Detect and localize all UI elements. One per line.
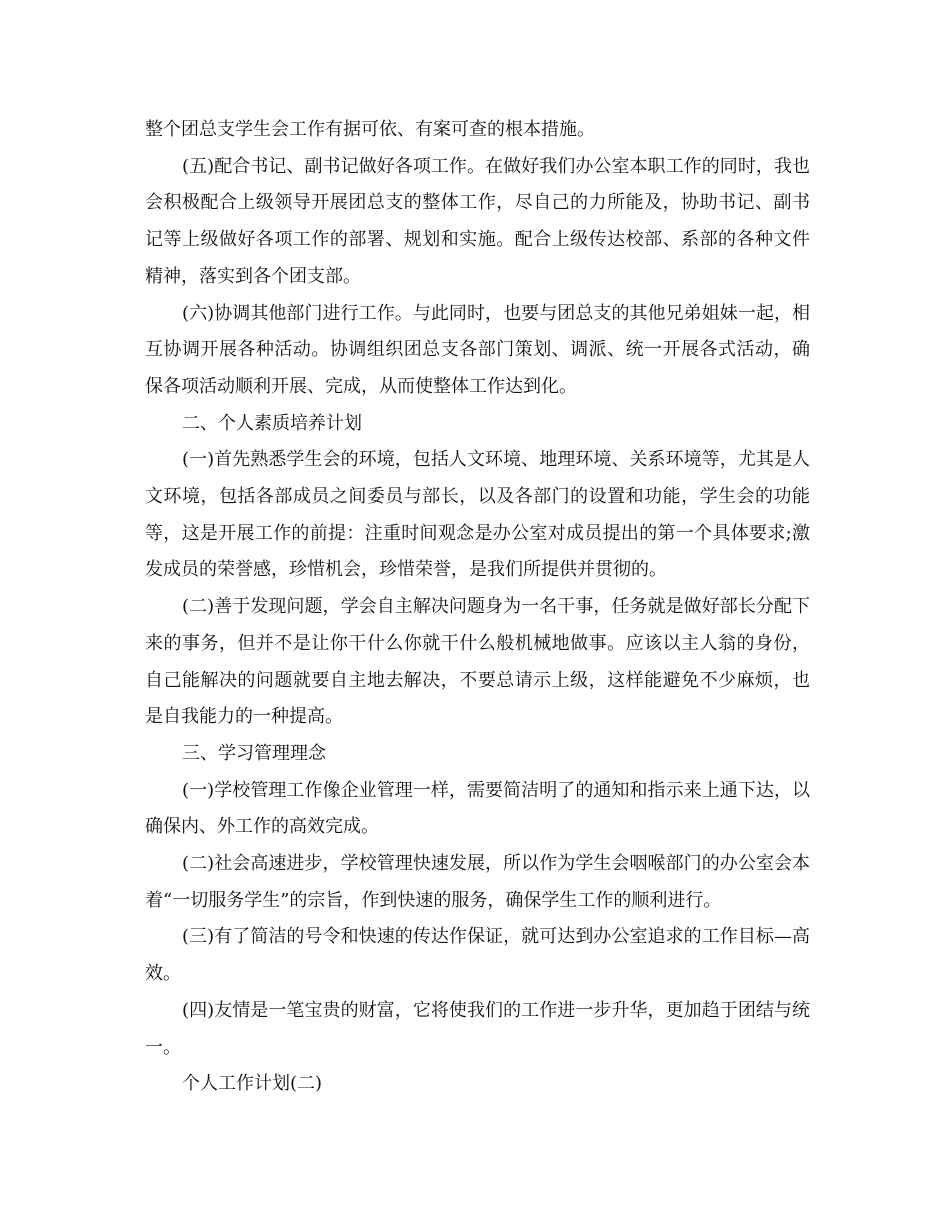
paragraph: (四)友情是一笔宝贵的财富，它将使我们的工作进一步升华，更加趋于团结与统一。 bbox=[145, 999, 810, 1058]
section-title: 个人工作计划(二) bbox=[182, 1073, 323, 1095]
paragraph: (六)协调其他部门进行工作。与此同时，也要与团总支的其他兄弟姐妹一起，相互协调开展各种活动。协调组织团总支各部门策划、调派、统一开展各式活动，确保各项活动顺利开展、完成，从而使整体工作达到化。 bbox=[145, 302, 810, 397]
paragraph: (二)社会高速进步，学校管理快速发展，所以作为学生会咽喉部门的办公室会本着“一切服务学生”的宗旨，作到快速的服务，确保学生工作的顺利进行。 bbox=[145, 853, 810, 911]
paragraph: (三)有了简洁的号令和快速的传达作保证，就可达到办公室追求的工作目标—高效。 bbox=[145, 926, 810, 985]
paragraph: (一)学校管理工作像企业管理一样，需要简洁明了的通知和指示来上通下达，以确保内、外工作的高效完成。 bbox=[145, 779, 810, 838]
paragraph: 整个团总支学生会工作有据可依、有案可查的根本措施。 bbox=[145, 119, 595, 140]
paragraph: (五)配合书记、副书记做好各项工作。在做好我们办公室本职工作的同时，我也会积极配合上级领导开展团总支的整体工作，尽自己的力所能及，协助书记、副书记等上级做好各项工作的部署、规划和实施。配合上级传达校部、系部的各种文件精神，落实到各个团支部。 bbox=[145, 155, 810, 287]
paragraph: (一)首先熟悉学生会的环境，包括人文环境、地理环境、关系环境等，尤其是人文环境，包括各部成员之间委员与部长，以及各部门的设置和功能，学生会的功能等，这是开展工作的前提：注重时间观念是办公室对成员提出的第一个具体要求;激发成员的荣誉感，珍惜机会，珍惜荣誉，是我们所提供并贯彻的。 bbox=[145, 449, 810, 581]
document-body bbox=[145, 112, 810, 1103]
section-heading: 二、个人素质培养计划 bbox=[182, 412, 362, 434]
paragraph: (二)善于发现问题，学会自主解决问题身为一名干事，任务就是做好部长分配下来的事务，但并不是让你干什么你就干什么般机械地做事。应该以主人翁的身份，自己能解决的问题就要自主地去解决，不要总请示上级，这样能避免不少麻烦，也是自我能力的一种提高。 bbox=[145, 596, 810, 728]
section-heading: 三、学习管理理念 bbox=[182, 742, 326, 764]
